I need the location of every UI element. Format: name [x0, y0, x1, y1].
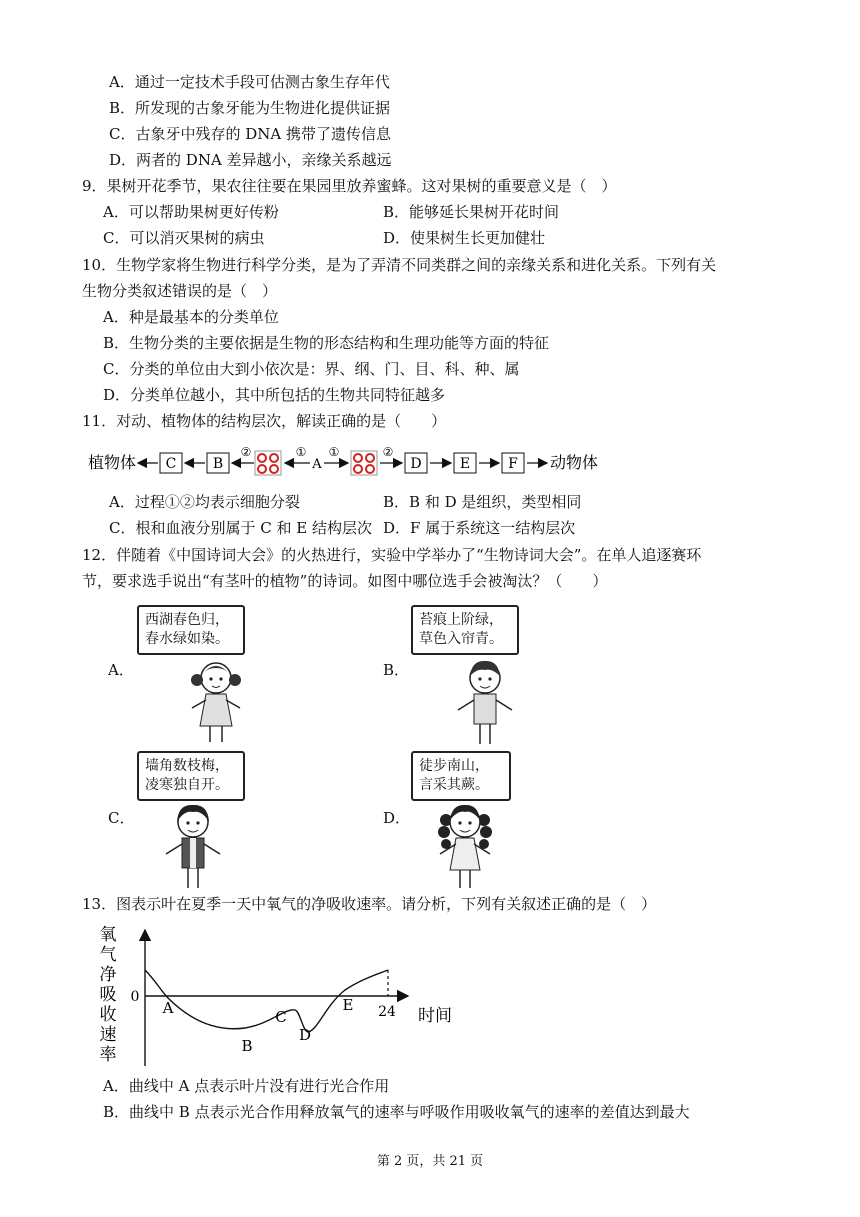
q12-stem-line1: 12．伴随着《中国诗词大会》的火热进行，实验中学举办了“生物诗词大会”。在单人追逐赛环	[82, 546, 702, 564]
speech-bubble-d	[411, 751, 511, 801]
box-d: D	[410, 456, 422, 472]
animal-body-label: 动物体	[550, 453, 599, 472]
step2-right: ②	[382, 445, 394, 459]
ylabel-3: 吸	[99, 985, 117, 1005]
girl-pigtails-icon	[186, 656, 246, 746]
q13-option-b: B．曲线中 B 点表示光合作用释放氧气的速率与呼吸作用吸收氧气的速率的差值达到最大	[103, 1103, 690, 1121]
girl-curly-icon	[432, 800, 498, 892]
boy-vest-icon	[160, 800, 226, 892]
q12-choice-a-label: A．	[108, 661, 134, 679]
q10-option-c: C．分类的单位由大到小依次是：界、纲、门、目、科、种、属	[103, 360, 520, 378]
bubble-a-line2: 春水绿如染。	[145, 631, 229, 647]
q11-option-c: C．根和血液分别属于 C 和 E 结构层次	[109, 519, 372, 537]
box-b: B	[212, 456, 224, 472]
q10-stem-line2: 生物分类叙述错误的是（ ）	[82, 282, 278, 300]
step1-right: ①	[328, 445, 340, 459]
speech-bubble-b	[411, 605, 519, 655]
origin-label: 0	[130, 989, 140, 1005]
q11-option-d: D．F 属于系统这一结构层次	[383, 519, 576, 537]
q8-option-c: C．古象牙中残存的 DNA 携带了遗传信息	[109, 125, 391, 143]
q12-stem-line2: 节，要求选手说出“有茎叶的植物”的诗词。如图中哪位选手会被淘汰？（ ）	[82, 572, 608, 590]
step2-left: ②	[240, 445, 252, 459]
q8-option-b: B．所发现的古象牙能为生物进化提供证据	[109, 99, 391, 117]
q9-option-c: C．可以消灭果树的病虫	[103, 229, 265, 247]
bubble-d-line1: 徒步南山，	[419, 758, 489, 774]
q10-option-b: B．生物分类的主要依据是生物的形态结构和生理功能等方面的特征	[103, 334, 550, 352]
boy-icon	[452, 656, 518, 748]
ylabel-4: 收	[99, 1005, 117, 1025]
q12-choice-d-label: D．	[383, 809, 411, 827]
ylabel-1: 气	[99, 945, 117, 965]
ylabel-2: 净	[99, 965, 117, 985]
q13-option-a: A．曲线中 A 点表示叶片没有进行光合作用	[103, 1077, 390, 1095]
point-d: D	[298, 1026, 312, 1044]
point-e: E	[342, 996, 354, 1014]
bubble-a-line1: 西湖春色归，	[145, 612, 229, 628]
q11-option-a: A．过程①②均表示细胞分裂	[109, 493, 300, 511]
q9-option-a: A．可以帮助果树更好传粉	[103, 203, 279, 221]
q9-option-b: B．能够延长果树开花时间	[383, 203, 560, 221]
q9-stem: 9．果树开花季节，果农往往要在果园里放养蜜蜂。这对果树的重要意义是（ ）	[82, 177, 617, 195]
bubble-c-line2: 凌寒独自开。	[145, 777, 229, 793]
oxygen-rate-graph	[90, 920, 470, 1070]
q12-choice-b-label: B．	[383, 661, 410, 679]
speech-bubble-c	[137, 751, 245, 801]
ylabel-0: 氧	[99, 925, 117, 945]
ylabel-6: 率	[99, 1045, 117, 1065]
xlabel: 时间	[418, 1006, 452, 1026]
q8-option-d: D．两者的 DNA 差异越小，亲缘关系越远	[109, 151, 392, 169]
q12-choice-c-label: C．	[108, 809, 135, 827]
bubble-c-line1: 墙角数枝梅，	[145, 758, 229, 774]
box-c: C	[165, 456, 177, 472]
x-end-label: 24	[378, 1004, 396, 1020]
page-footer: 第 2 页，共 21 页	[376, 1154, 484, 1169]
point-b: B	[241, 1037, 253, 1055]
box-e: E	[459, 456, 471, 472]
structure-level-diagram	[82, 440, 622, 486]
q9-option-d: D．使果树生长更加健壮	[383, 229, 546, 247]
q10-option-a: A．种是最基本的分类单位	[103, 308, 279, 326]
q13-stem: 13．图表示叶在夏季一天中氧气的净吸收速率。请分析，下列有关叙述正确的是（ ）	[82, 895, 657, 913]
box-f: F	[508, 456, 518, 472]
bubble-b-line1: 苔痕上阶绿，	[419, 612, 503, 628]
bubble-b-line2: 草色入帘青。	[419, 631, 503, 647]
q8-option-a: A．通过一定技术手段可估测古象生存年代	[109, 73, 390, 91]
point-c: C	[275, 1008, 287, 1026]
plant-body-label: 植物体	[88, 453, 137, 472]
q10-option-d: D．分类单位越小，其中所包括的生物共同特征越多	[103, 386, 446, 404]
ylabel-5: 速	[99, 1025, 117, 1045]
cell-cluster-left	[255, 451, 281, 475]
cell-a: A	[312, 457, 322, 472]
bubble-d-line2: 言采其蕨。	[419, 777, 489, 793]
point-a: A	[162, 999, 174, 1017]
cell-cluster-right	[351, 451, 377, 475]
q10-stem-line1: 10．生物学家将生物进行科学分类，是为了弄清不同类群之间的亲缘关系和进化关系。下列有关	[82, 256, 717, 274]
speech-bubble-a	[137, 605, 245, 655]
q11-stem: 11．对动、植物体的结构层次，解读正确的是（ ）	[82, 412, 447, 430]
step1-left: ①	[295, 445, 307, 459]
q11-option-b: B．B 和 D 是组织，类型相同	[383, 493, 582, 511]
